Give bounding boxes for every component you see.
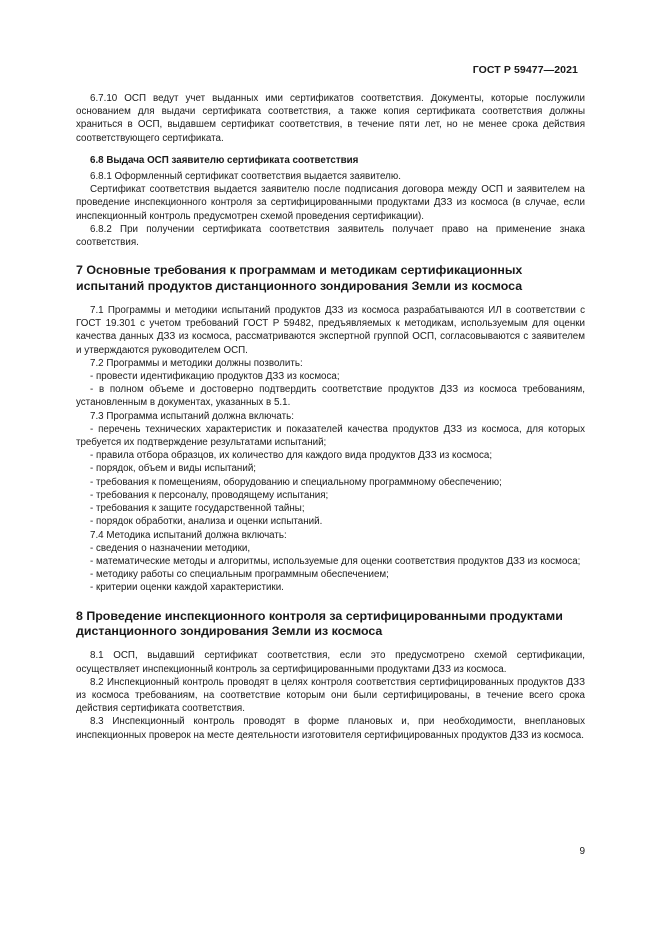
paragraph-6-8-1: 6.8.1 Оформленный сертификат соответствия выдается заявителю. [90,171,401,183]
list-item-7-4-b: - математические методы и алгоритмы, используемые для оценки соответствия продуктов ДЗЗ из космоса; [90,555,581,567]
paragraph-7-2: 7.2 Программы и методики должны позволить: [90,357,303,369]
list-item-7-3-c: - порядок, объем и виды испытаний; [90,463,257,475]
paragraph-8-3: 8.3 Инспекционный контроль проводят в форме плановых и, при необходимости, внеплановых инспекционных проверок на месте деятельности изготовителя сертифицированных продуктов ДЗЗ из космоса. [76,716,585,741]
paragraph-7-3: 7.3 Программа испытаний должна включать: [90,410,294,422]
list-item-7-2-b: - в полном объеме и достоверно подтвердить соответствие продуктов ДЗЗ из космоса требованиям, установленным в документах, указанных в 5.1. [76,384,585,409]
list-item-7-3-a: - перечень технических характеристик и показателей качества продуктов ДЗЗ из космоса, для которых требуется их подтверждение результатами испытаний; [76,423,585,449]
page-number: 9 [579,846,585,857]
paragraph-7-4: 7.4 Методика испытаний должна включать: [90,529,287,541]
paragraph-6-8-1-b: Сертификат соответствия выдается заявителю после подписания договора между ОСП и заявителем на проведение инспекционного контроля за сертифицированными продуктами ДЗЗ из космоса (в случае, если инспекционный контроль предусмотрен схемой проведения сертификации). [76,184,585,222]
section-heading-8: 8 Проведение инспекционного контроля за сертифицированными продуктами дистанционного зондирования Земли из космоса [76,608,563,638]
list-item-7-4-d: - критерии оценки каждой характеристики. [90,582,284,594]
list-item-7-4-a: - сведения о назначении методики, [90,542,251,554]
paragraph-6-8-2: 6.8.2 При получении сертификата соответствия заявитель получает право на применение знака соответствия. [76,223,585,249]
list-item-7-3-d: - требования к помещениям, оборудованию и специальному программному обеспечению; [90,476,502,488]
section-heading-7: 7 Основные требования к программам и методикам сертификационных испытаний продуктов дистанционного зондирования Земли из космоса [76,263,523,293]
list-item-7-3-g: - порядок обработки, анализа и оценки испытаний. [90,516,323,528]
list-item-7-4-c: - методику работы со специальным программным обеспечением; [90,569,389,581]
document-id-header: ГОСТ Р 59477—2021 [472,64,578,76]
list-item-7-3-b: - правила отбора образцов, их количество для каждого вида продуктов ДЗЗ из космоса; [90,450,493,462]
subsection-heading-6-8: 6.8 Выдача ОСП заявителю сертификата соответствия [90,154,359,166]
list-item-7-3-e: - требования к персоналу, проводящему испытания; [90,489,329,501]
list-item-7-3-f: - требования к защите государственной тайны; [90,503,305,515]
document-body [76,92,585,742]
list-item-7-2-a: - провести идентификацию продуктов ДЗЗ из космоса; [90,371,340,383]
paragraph-7-1: 7.1 Программы и методики испытаний продуктов ДЗЗ из космоса разрабатываются ИЛ в соответствии с ГОСТ 19.301 с учетом требований ГОСТ Р 59482, предъявляемых к методикам, используемым для оценки качества данных ДЗЗ из космоса, рассматриваются экспертной группой ОСП, согласовываются с заявителем и утверждаются руководителем ОСП. [76,305,585,356]
paragraph-8-1: 8.1 ОСП, выдавший сертификат соответствия, если это предусмотрено схемой сертификации, осуществляет инспекционный контроль за сертифицированными продуктами ДЗЗ из космоса. [76,650,585,675]
paragraph-6-7-10: 6.7.10 ОСП ведут учет выданных ими сертификатов соответствия. Документы, которые послужили основанием для выдачи сертификата соответствия, а также копия сертификата соответствия должны храниться в ОСП, выдавшем сертификат соответствия, в течение пяти лет, но не менее срока действия соответствующего сертификата. [76,93,585,144]
paragraph-8-2: 8.2 Инспекционный контроль проводят в целях контроля соответствия сертифицированных продуктов ДЗЗ из космоса требованиям, на соответствие которым они были сертифицированы, в течение всего срока действия сертификата соответствия. [76,676,585,715]
